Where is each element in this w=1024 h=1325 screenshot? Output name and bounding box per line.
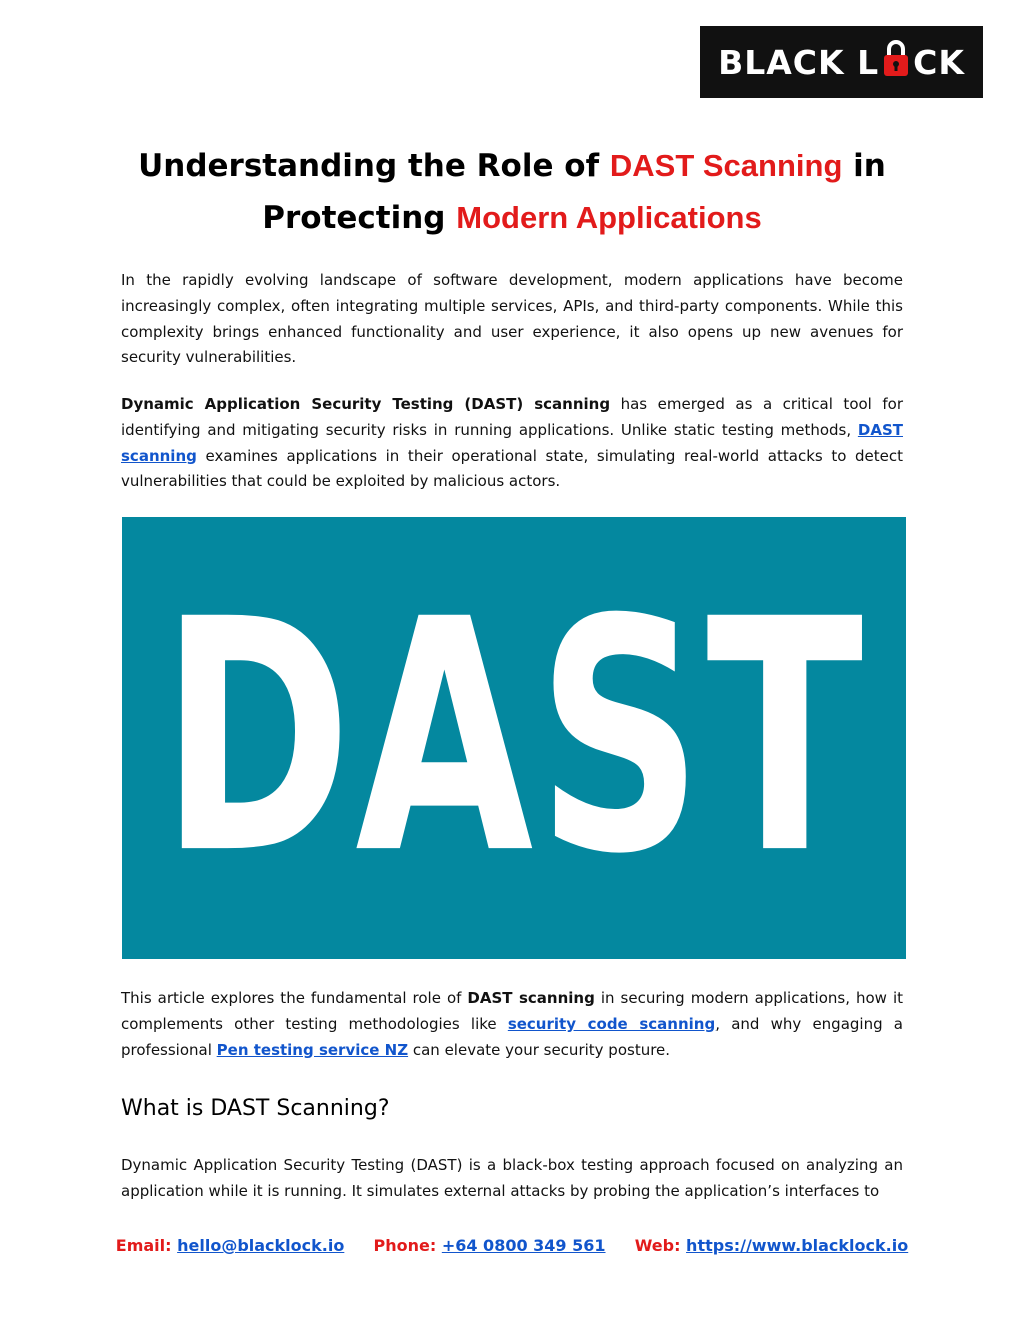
email-link[interactable]: hello@blacklock.io bbox=[177, 1236, 345, 1255]
dast-bold-term: Dynamic Application Security Testing (DAST) scanning bbox=[121, 395, 611, 413]
dast-definition-paragraph bbox=[121, 392, 903, 495]
security-code-scanning-link[interactable]: security code scanning bbox=[507, 1014, 716, 1033]
title-part-3: Protecting bbox=[262, 200, 457, 236]
padlock-icon bbox=[881, 38, 911, 86]
para3-text-2: in securing modern applications, how it complements other testing methodologies like bbox=[121, 989, 903, 1033]
para2-text-1: has emerged as a critical tool for identifying and mitigating security risks in running applications. Unlike static testing methods, bbox=[121, 395, 903, 439]
phone-label: Phone: bbox=[373, 1236, 437, 1255]
email-label: Email: bbox=[115, 1236, 172, 1255]
web-link[interactable]: https://www.blacklock.io bbox=[686, 1236, 909, 1255]
logo-text-left: BLACK L bbox=[718, 42, 880, 82]
contact-footer bbox=[0, 1236, 1024, 1255]
para3-text-4: can elevate your security posture. bbox=[408, 1040, 671, 1059]
intro-paragraph: In the rapidly evolving landscape of software development, modern applications have become increasingly complex, often integrating multiple services, APIs, and third-party components. While this complexity brings enhanced functionality and user experience, it also opens up new avenues for security vulnerabilities. bbox=[121, 271, 903, 367]
para2-text-2: examines applications in their operational state, simulating real-world attacks to detect vulnerabilities that could be exploited by malicious actors. bbox=[121, 446, 903, 491]
dast-hero-image bbox=[122, 517, 906, 959]
page-title bbox=[0, 140, 1024, 244]
blacklock-logo bbox=[700, 26, 983, 98]
title-highlight-2: Modern Applications bbox=[456, 200, 762, 235]
title-part-2: in bbox=[842, 148, 886, 184]
dast-scanning-link[interactable]: DAST scanning bbox=[121, 420, 903, 465]
para3-text-1: This article explores the fundamental role of bbox=[121, 989, 468, 1007]
pen-testing-service-link[interactable]: Pen testing service NZ bbox=[216, 1040, 409, 1059]
dast-explanation-paragraph: Dynamic Application Security Testing (DAST) is a black-box testing approach focused on analyzing an application while it is running. It simulates external attacks by probing the application’s interfaces to bbox=[121, 1156, 903, 1200]
phone-link[interactable]: +64 0800 349 561 bbox=[441, 1236, 606, 1255]
web-label: Web: bbox=[634, 1236, 681, 1255]
para3-bold-term: DAST scanning bbox=[467, 989, 595, 1007]
article-overview-paragraph bbox=[121, 986, 903, 1063]
section-heading: What is DAST Scanning? bbox=[121, 1096, 390, 1121]
hero-word: DAST bbox=[160, 551, 868, 924]
title-part-1: Understanding the Role of bbox=[138, 148, 610, 184]
title-highlight-1: DAST Scanning bbox=[609, 148, 843, 183]
logo-text-right: CK bbox=[913, 42, 965, 82]
para3-text-3: , and why engaging a professional bbox=[121, 1014, 903, 1059]
